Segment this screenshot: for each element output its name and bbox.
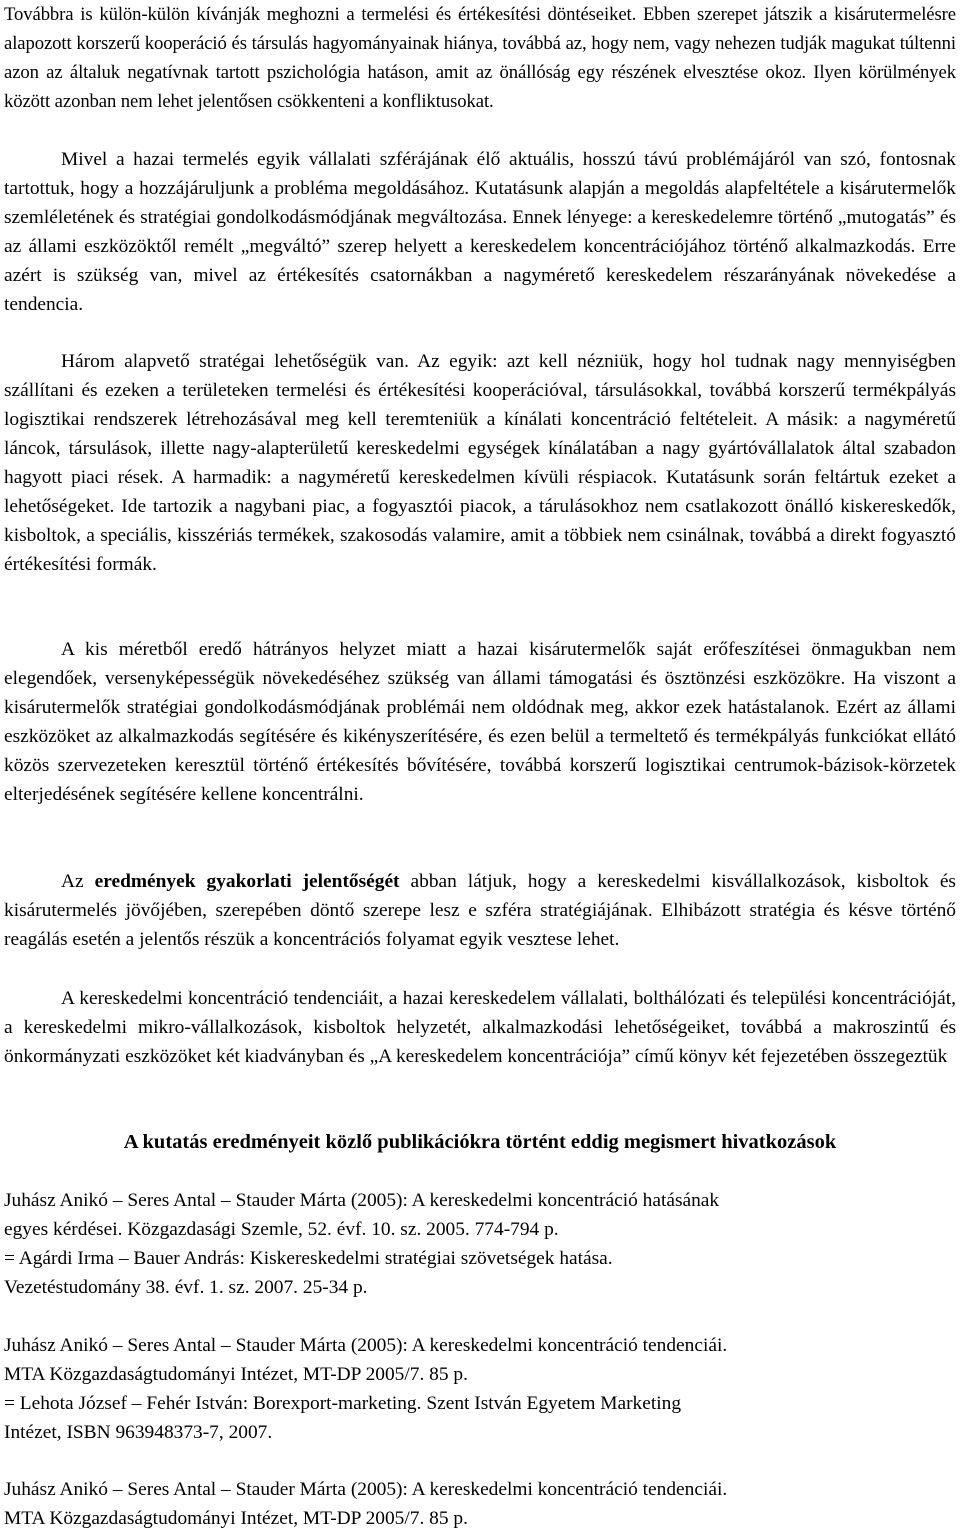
paragraph-1: Továbbra is külön-külön kívánják meghozni a termelési és értékesítési döntéseiket. Ebben szerepet játszik a kisárutermelésre alapozott korszerű kooperáció és társulás hagyományainak hiánya, továbbá az, hogy nem, vagy nehezen tudják magukat túltenni azon az általuk negatívnak tartott pszichológia hatáson, amit az önállóság egy részének elvesztése okoz. Ilyen körülmények között azonban nem lehet jelentősen csökkenteni a konfliktusokat.: [4, 4, 956, 112]
reference-2-line-4: Intézet, ISBN 963948373-7, 2007.: [4, 1422, 273, 1443]
reference-1-line-3: = Agárdi Irma – Bauer András: Kiskereskedelmi stratégiai szövetségek hatása.: [4, 1248, 613, 1269]
paragraph-5-prefix: Az: [61, 871, 84, 892]
reference-1-line-4: Vezetéstudomány 38. évf. 1. sz. 2007. 25-34 p.: [4, 1277, 368, 1298]
references-heading: A kutatás eredményeit közlő publikációkra történt eddig megismert hivatkozások: [123, 1131, 837, 1153]
paragraph-2: Mivel a hazai termelés egyik vállalati szférájának élő aktuális, hosszú távú problémájáról van szó, fontosnak tartottuk, hogy a hozzájáruljunk a probléma megoldásához. Kutatásunk alapján a megoldás alapfeltétele a kisárutermelők szemléletének és stratégiai gondolkodásmódjának megváltozása. Ennek lényege: a kereskedelemre történő „mutogatás” és az állami eszközöktől remélt „megváltó” szerep helyett a kereskedelem koncentrációjához történő alkalmazkodás. Erre azért is szükség van, mivel az értékesítés csatornákban a nagymérető kereskedelem részarányának növekedése a tendencia.: [4, 149, 956, 315]
reference-2-line-1: Juhász Anikó – Seres Antal – Stauder Márta (2005): A kereskedelmi koncentráció tendenciái.: [4, 1335, 728, 1356]
reference-1-line-2: egyes kérdései. Közgazdasági Szemle, 52. évf. 10. sz. 2005. 774-794 p.: [4, 1219, 559, 1240]
paragraph-5-emphasis: eredmények gyakorlati jelentőségét: [94, 871, 400, 892]
reference-2: [4, 1331, 956, 1447]
reference-2-line-2: MTA Közgazdaságtudományi Intézet, MT-DP 2005/7. 85 p.: [4, 1364, 468, 1385]
reference-3: [4, 1475, 956, 1533]
reference-2-line-3: = Lehota József – Fehér István: Borexport-marketing. Szent István Egyetem Marketing: [4, 1393, 682, 1414]
reference-3-line-2: MTA Közgazdaságtudományi Intézet, MT-DP 2005/7. 85 p.: [4, 1508, 468, 1529]
paragraph-6: A kereskedelmi koncentráció tendenciáit, a hazai kereskedelem vállalati, bolthálózati és települési koncentrációját, a kereskedelmi mikro-vállalkozások, kisboltok helyzetét, alkalmazkodási lehetőségeiket, továbbá a makroszintű és önkormányzati eszközöket két kiadványban és „A kereskedelem koncentrációja” című könyv két fejezetében összegeztük: [4, 988, 956, 1067]
paragraph-5: [4, 867, 956, 954]
paragraph-4: A kis méretből eredő hátrányos helyzet miatt a hazai kisárutermelők saját erőfeszítései önmagukban nem elegendőek, versenyképességük növekedéséhez szükség van állami támogatási és ösztönzési eszközökre. Ha viszont a kisárutermelők stratégiai gondolkodásmódjának problémái nem oldódnak meg, akkor ezek hatástalanok. Ezért az állami eszközöket az alkalmazkodás segítésére és kikényszerítésére, és ezen belül a termeltető és termékpályás funkciókat ellátó közös szervezeteken keresztül történő értékesítés bővítésére, továbbá korszerű logisztikai centrumok-bázisok-körzetek elterjedésének segítésére kellene koncentrálni.: [4, 639, 956, 805]
reference-1-line-1: Juhász Anikó – Seres Antal – Stauder Márta (2005): A kereskedelmi koncentráció hatásának: [4, 1190, 720, 1211]
paragraph-3: Három alapvető stratégai lehetőségük van. Az egyik: azt kell nézniük, hogy hol tudnak nagy mennyiségben szállítani és ezeken a területeken termelési és értékesítési kooperációval, társulásokkal, továbbá korszerű termékpályás logisztikai rendszerek létrehozásával meg kell teremteniük a kínálati koncentráció feltételeit. A másik: a nagyméretű láncok, társulások, illette nagy-alapterületű kereskedelmi egységek kínálatában a nagy gyártóvállalatok által szabadon hagyott piaci rések. A harmadik: a nagyméretű kereskedelmen kívüli réspiacok. Kutatásunk során feltártuk ezeket a lehetőségeket. Ide tartozik a nagybani piac, a fogyasztói piacok, a tárulásokhoz nem csatlakozott önálló kiskereskedők, kisboltok, a speciális, kisszériás termékek, szakosodás valamire, amit a többiek nem csinálnak, továbbá a direkt fogyasztó értékesítési formák.: [4, 351, 956, 575]
paragraph-5-rest: abban látjuk, hogy a kereskedelmi kisvállalkozások, kisboltok és kisárutermelés jövőjében, szerepében döntő szerepe lesz e szféra stratégiájának. Elhibázott stratégia és késve történő reagálás esetén a jelentős részük a koncentrációs folyamat egyik vesztese lehet.: [4, 871, 956, 950]
reference-1: [4, 1186, 956, 1302]
reference-3-line-1: Juhász Anikó – Seres Antal – Stauder Márta (2005): A kereskedelmi koncentráció tendenciái.: [4, 1479, 728, 1500]
